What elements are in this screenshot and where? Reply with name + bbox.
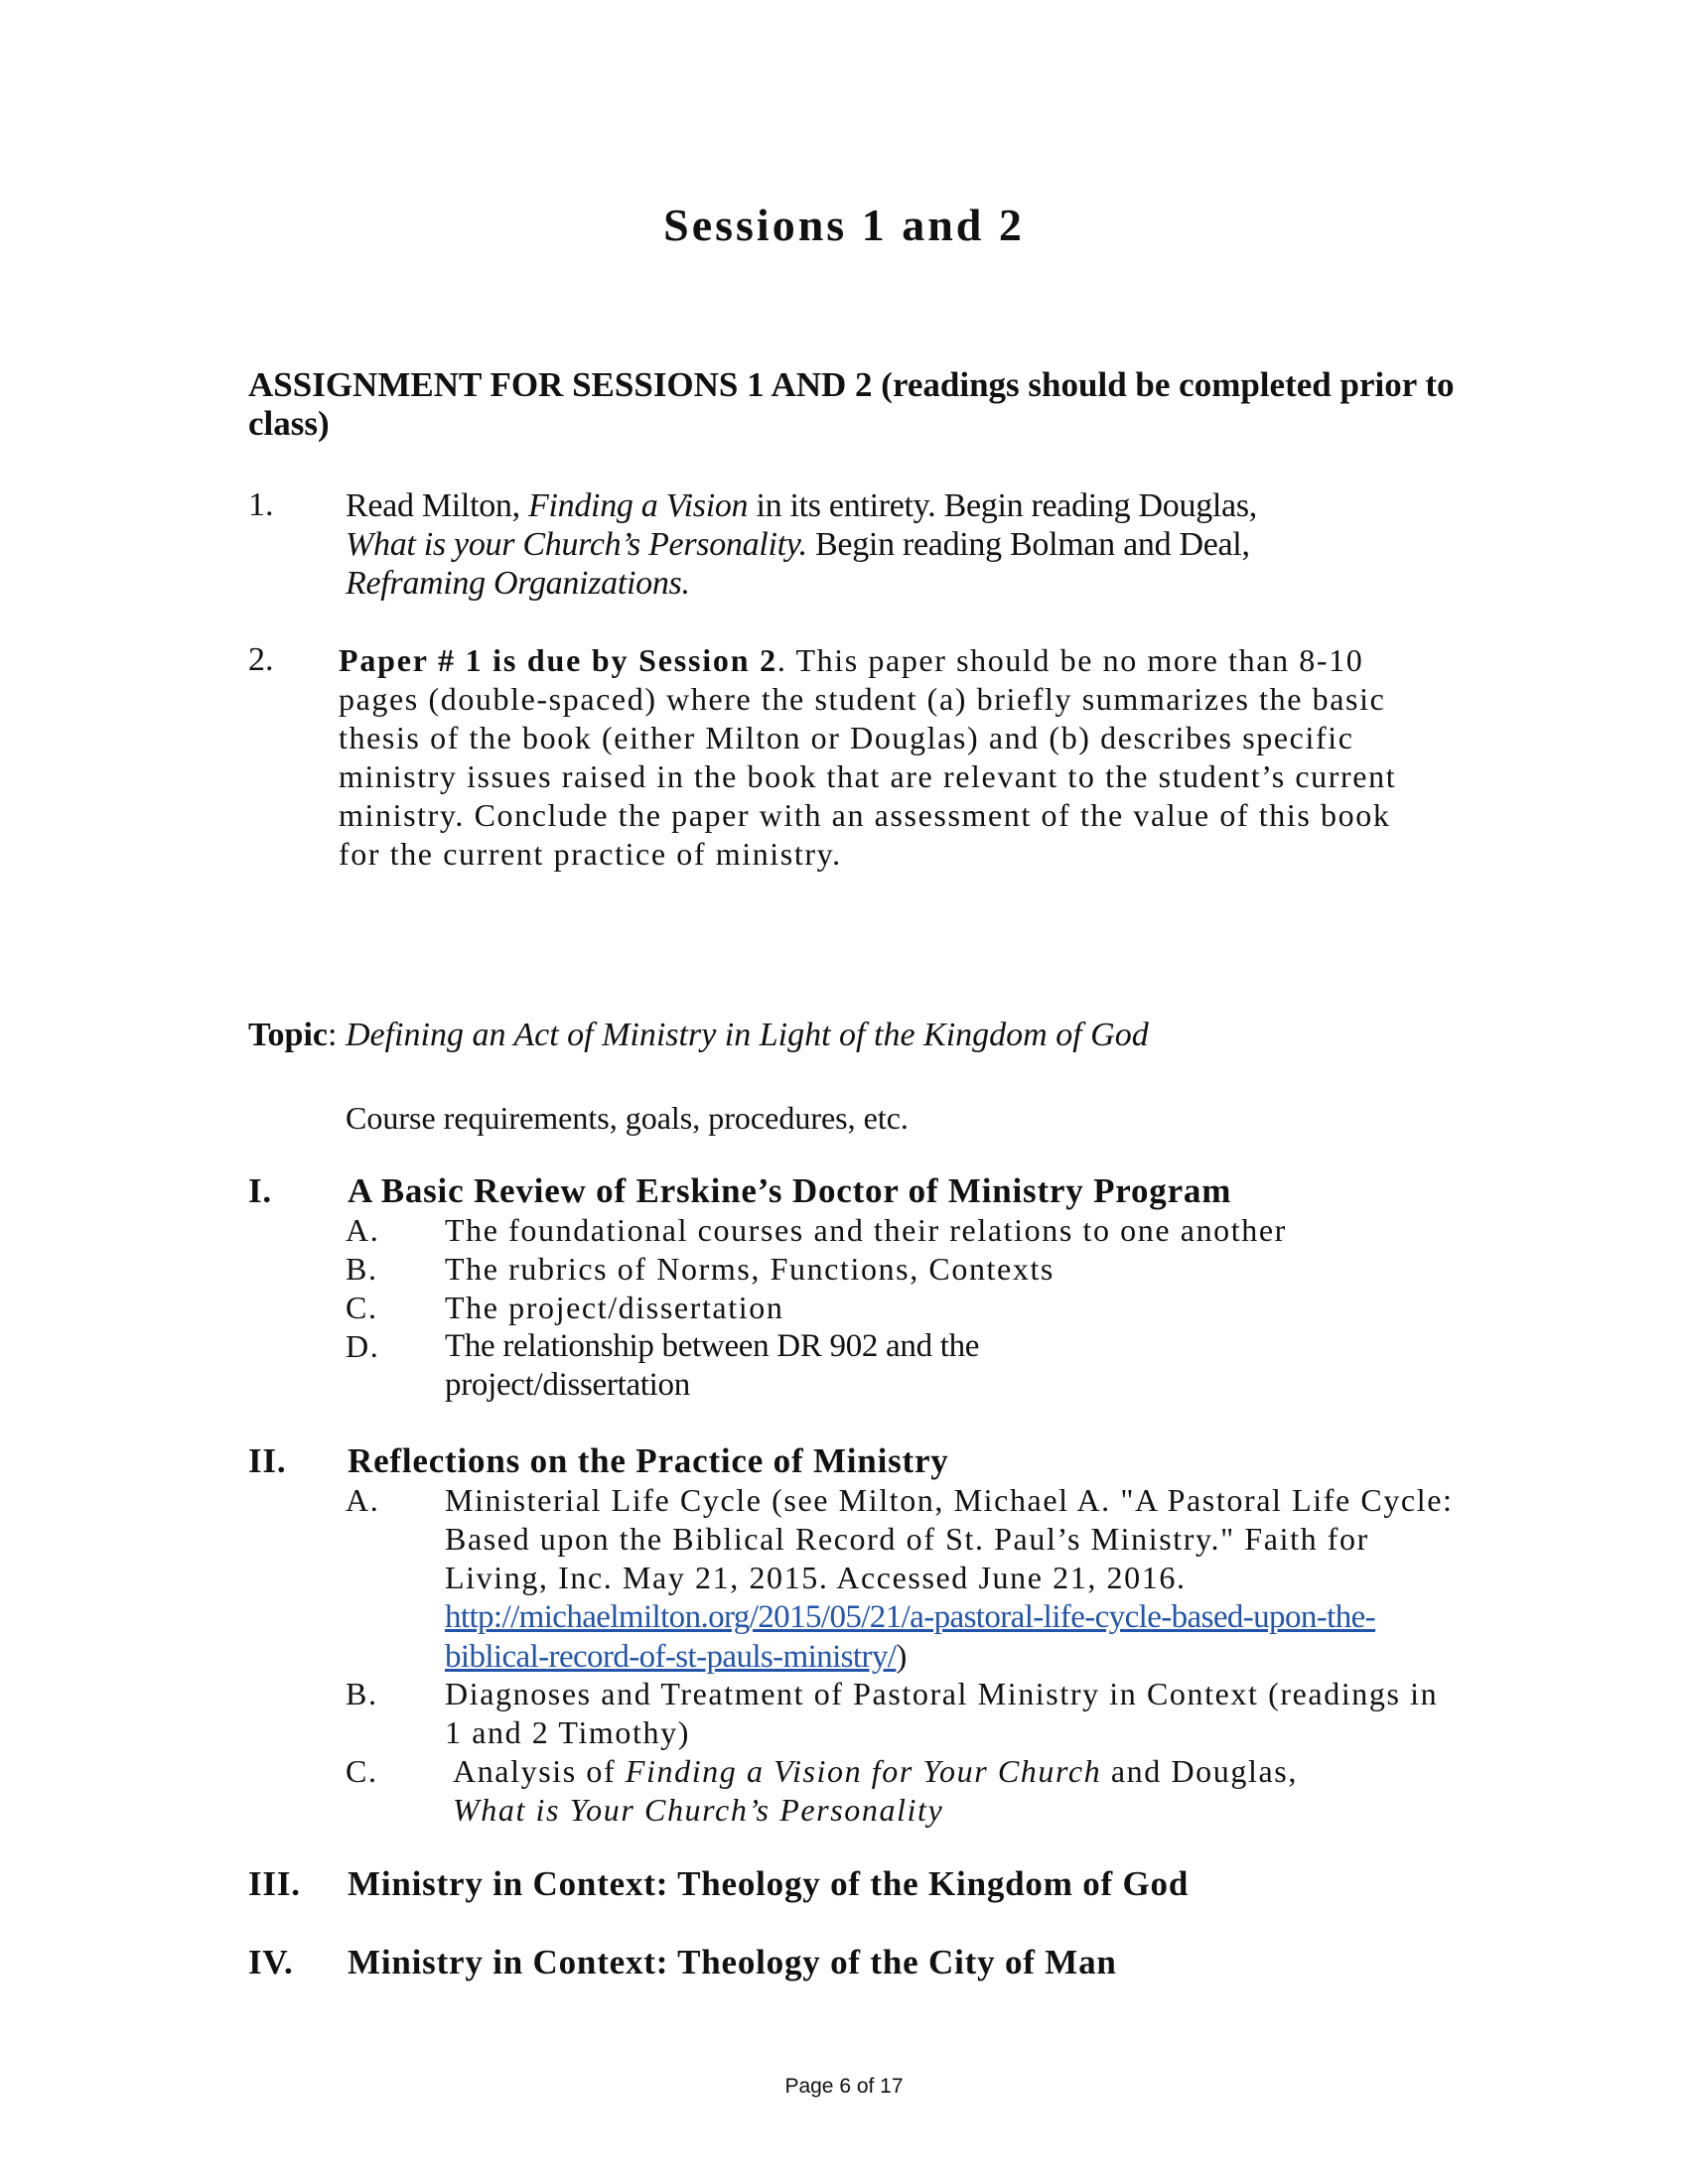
section-title: Ministry in Context: Theology of the Kingdom of God [348, 1864, 1190, 1903]
outline-text-part: Analysis of [453, 1753, 626, 1789]
section-title: Ministry in Context: Theology of the City of Man [348, 1943, 1117, 1981]
outline-letter: B. [346, 1251, 378, 1287]
topic-colon: : [328, 1017, 346, 1053]
outline-text: Diagnoses and Treatment of Pastoral Ministry in Context (readings in 1 and 2 Timothy) [445, 1676, 1439, 1750]
page-title: Sessions 1 and 2 [663, 200, 1025, 250]
book-title: What is Your Church’s Personality [453, 1792, 944, 1828]
item-text-part: . This paper should be no more than 8-10 pages (double-spaced) where the student (a) briefly summarizes the basic thesis of the book (either Milton or Douglas) and (b) describes specific ministry issues raised in the book that are relevant to the student’s current ministry. Conclude the paper with an assessment of the value of this book for the current practice of ministry. [339, 642, 1397, 872]
item-text-part: Begin reading Bolman and Deal, [806, 526, 1250, 563]
outline-letter: C. [346, 1753, 378, 1789]
item-number: 2. [248, 641, 274, 678]
page-number: Page 6 of 17 [784, 2075, 904, 2098]
item-number: 1. [248, 486, 274, 523]
outline-text: The relationship between DR 902 and the project/dissertation [445, 1328, 980, 1403]
book-title: What is your Church’s Personality. [346, 526, 807, 563]
outline-text [453, 1752, 1466, 1830]
outline-letter: A. [346, 1482, 380, 1518]
outline-letter: C. [346, 1290, 378, 1325]
topic-value: Defining an Act of Ministry in Light of the Kingdom of God [345, 1017, 1149, 1053]
outline-text: The foundational courses and their relations to one another [445, 1212, 1287, 1248]
section-title: Reflections on the Practice of Ministry [348, 1441, 949, 1480]
citation-link[interactable]: http://michaelmilton.org/2015/05/21/a-pastoral-life-cycle-based-upon-the-biblical-record-of-st-pauls-ministry/ [445, 1599, 1376, 1675]
outline-text-part: and Douglas, [1101, 1753, 1298, 1789]
citation-close: ) [896, 1639, 908, 1675]
topic-label: Topic [248, 1017, 329, 1053]
outline-text [445, 1481, 1458, 1677]
outline-text: The project/dissertation [445, 1290, 784, 1325]
outline-letter: B. [346, 1676, 378, 1711]
citation-text: Ministerial Life Cycle (see Milton, Michael A. "A Pastoral Life Cycle: Based upon the Biblical Record of St. Paul’s Ministry." Faith for Living, Inc. May 21, 2015. Accessed June 21, 2016. [445, 1482, 1454, 1595]
section-title: A Basic Review of Erskine’s Doctor of Ministry Program [348, 1171, 1232, 1210]
book-title: Finding a Vision [528, 487, 749, 524]
course-requirements-line: Course requirements, goals, procedures, etc. [346, 1100, 909, 1136]
topic-line [248, 1017, 1470, 1054]
item-text [339, 641, 1441, 874]
due-notice: Paper # 1 is due by Session 2 [339, 642, 777, 678]
outline-letter: A. [346, 1212, 380, 1248]
outline-text: The rubrics of Norms, Functions, Contexts [445, 1251, 1055, 1287]
book-title: Reframing Organizations. [346, 565, 690, 602]
item-text-part: in its entirety. Begin reading Douglas, [748, 487, 1257, 524]
outline-letter: D. [346, 1328, 380, 1364]
item-text-part: Read Milton, [346, 487, 529, 524]
item-text [346, 486, 1438, 603]
section-numeral: I. [248, 1171, 272, 1210]
section-numeral: IV. [248, 1943, 294, 1981]
book-title: Finding a Vision for Your Church [625, 1753, 1102, 1789]
section-numeral: II. [248, 1441, 287, 1480]
assignment-heading: ASSIGNMENT FOR SESSIONS 1 AND 2 (readings should be completed prior to class) [248, 365, 1455, 443]
section-numeral: III. [248, 1864, 301, 1903]
